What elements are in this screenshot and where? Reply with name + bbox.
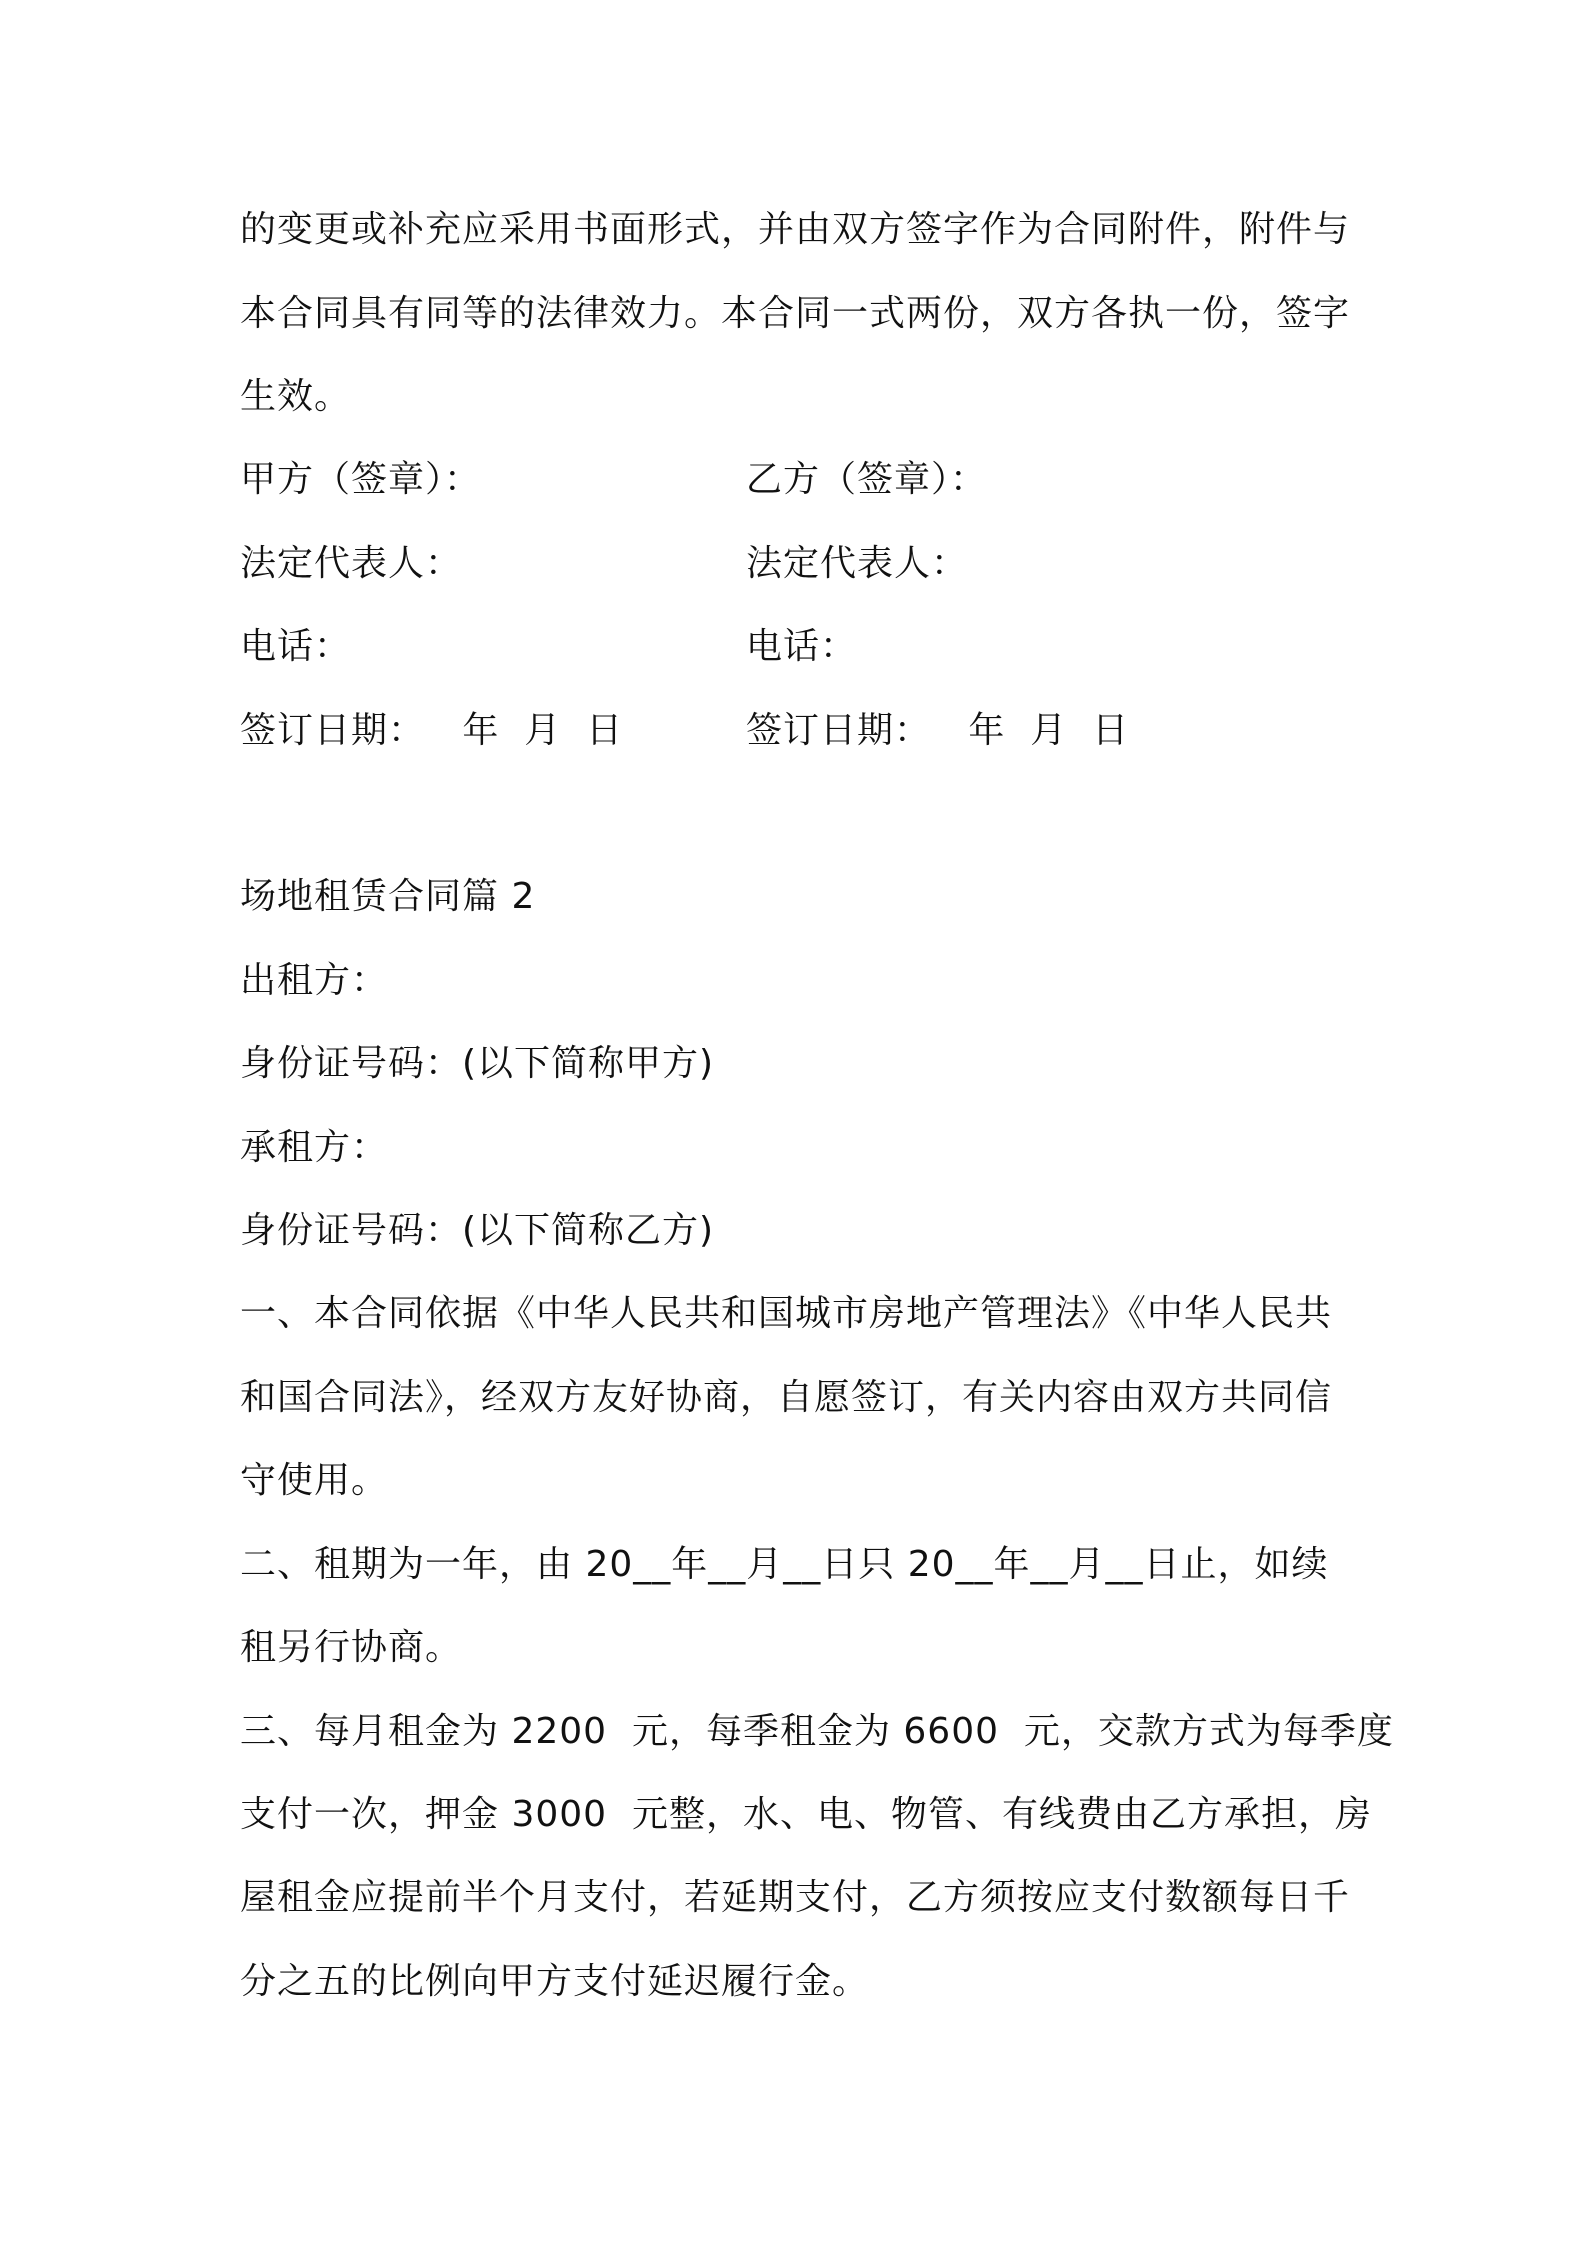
contract-2-title: 场地租赁合同篇 2: [240, 876, 536, 917]
clause-3-line-1: 三、每月租金为 2200 元，每季租金为 6600 元，交款方式为每季度: [240, 1711, 1394, 1752]
party-a-date: 签订日期： 年 月 日: [240, 710, 624, 751]
party-b-seal: 乙方（签章）：: [746, 459, 988, 500]
party-a-seal: 甲方（签章）：: [240, 459, 482, 500]
party-a-representative: 法定代表人：: [240, 543, 463, 584]
clause-2-line-1: 二、租期为一年，由 20__年__月__日只 20__年__月__日止，如续: [240, 1544, 1329, 1585]
intro-line-1: 的变更或补充应采用书面形式，并由双方签字作为合同附件，附件与: [240, 209, 1351, 250]
clause-1-line-1: 一、本合同依据《中华人民共和国城市房地产管理法》《中华人民共: [240, 1293, 1333, 1334]
clause-3-line-2: 支付一次，押金 3000 元整，水、电、物管、有线费由乙方承担，房: [240, 1794, 1372, 1835]
lessee-id-label: 身份证号码：(以下简称乙方): [240, 1210, 715, 1251]
clause-2-line-2: 租另行协商。: [240, 1627, 463, 1668]
lessor-label: 出租方：: [240, 960, 389, 1001]
clause-1-line-3: 守使用。: [240, 1460, 389, 1501]
intro-line-3: 生效。: [240, 376, 352, 417]
party-b-representative: 法定代表人：: [746, 543, 969, 584]
clause-1-line-2: 和国合同法》，经双方友好协商，自愿签订，有关内容由双方共同信: [240, 1377, 1333, 1418]
intro-line-2: 本合同具有同等的法律效力。本合同一式两份，双方各执一份，签字: [240, 293, 1351, 334]
clause-3-line-4: 分之五的比例向甲方支付延迟履行金。: [240, 1961, 870, 2002]
lessor-id-label: 身份证号码：(以下简称甲方): [240, 1043, 715, 1084]
lessee-label: 承租方：: [240, 1127, 389, 1168]
clause-3-line-3: 屋租金应提前半个月支付，若延期支付，乙方须按应支付数额每日千: [240, 1877, 1351, 1918]
party-b-date: 签订日期： 年 月 日: [746, 710, 1130, 751]
party-b-phone: 电话：: [746, 626, 858, 667]
party-a-phone: 电话：: [240, 626, 352, 667]
